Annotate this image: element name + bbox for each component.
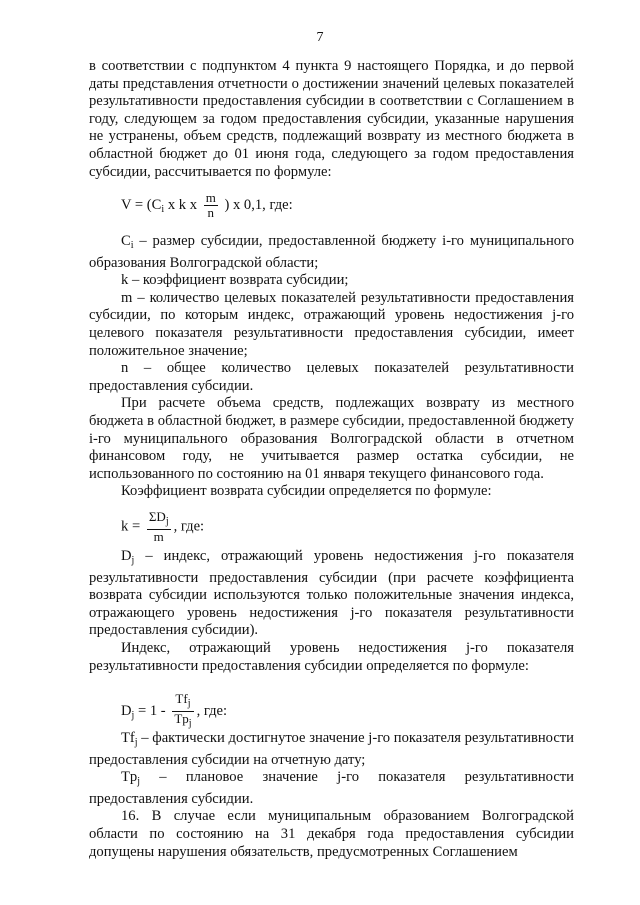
symbol-tf-sub: j bbox=[134, 737, 138, 748]
formula-dj-fraction bbox=[172, 692, 193, 731]
formula-dj bbox=[121, 692, 227, 731]
formula-dj-denominator-sub: j bbox=[188, 718, 192, 729]
paragraph-continuation: в соответствии с подпунктом 4 пункта 9 настоящего Порядка, и до первой даты представления отчетности о достижении значений целевых показателей результативности предоставления субсидии в соответствии с Соглашением в году, следующем за годом предоставления субсидии, указанные нарушения не устранены, объем средств, подлежащий возврату из местного бюджета в областной бюджет до 01 июня года, следующего за годом предоставления субсидии, рассчитывается по формуле: bbox=[89, 58, 574, 180]
formula-k bbox=[121, 510, 204, 544]
formula-k-fraction bbox=[147, 510, 171, 544]
symbol-d-sub: j bbox=[131, 555, 135, 566]
formula-v-prefix-sub: i bbox=[161, 203, 165, 215]
formula-dj-numerator-text: Tf bbox=[175, 691, 188, 706]
paragraph-coefficient-intro: Коэффициент возврата субсидии определяется по формуле: bbox=[121, 483, 492, 500]
text-block-4 bbox=[89, 730, 574, 861]
symbol-c-sub: i bbox=[130, 240, 134, 251]
formula-k-suffix: , где: bbox=[173, 518, 205, 535]
definition-dj-text: – индекс, отражающий уровень недостижения j-го показателя результативности предоставления субсидии (при расчете коэффициента возврата субсидии используются только положительные значения индекса, отражающего уровень недостижения j-го показателя результативности предоставления субсидии). bbox=[89, 548, 574, 639]
symbol-tp-sub: j bbox=[137, 776, 140, 788]
definition-ci-text: – размер субсидии, предоставленной бюджету i-го муниципального образования Волгоградской области; bbox=[89, 233, 574, 271]
formula-v-mid: x k x bbox=[164, 196, 198, 213]
paragraph-remainder: При расчете объема средств, подлежащих возврату из местного бюджета в областной бюджет, в размере субсидии, предоставленной бюджету i-го муниципального образования Волгоградской области в отчетном финансовом году, не учитывается размер остатка субсидии, не использованного по состоянию на 01 января текущего финансового года. bbox=[89, 395, 574, 482]
formula-v-numerator: m bbox=[205, 190, 216, 205]
formula-dj-denominator-text: Tp bbox=[174, 711, 189, 726]
symbol-tf: Tf bbox=[121, 730, 135, 746]
definition-tf-text: – фактически достигнутое значение j-го показателя результативности предоставления субсидии на отчетную дату; bbox=[89, 730, 574, 768]
formula-k-denominator: m bbox=[153, 529, 164, 544]
formula-dj-prefix-sub: j bbox=[131, 709, 135, 721]
definition-m: m – количество целевых показателей результативности предоставления субсидии, по которым индекс, отражающий уровень недостижения j-го целевого показателя результативности предоставления субсидии, имеет положительное значение; bbox=[89, 289, 574, 359]
definition-tp bbox=[89, 769, 574, 808]
formula-dj-numerator bbox=[172, 692, 193, 712]
text-block-1 bbox=[89, 58, 574, 181]
formula-dj-mid: = 1 - bbox=[134, 702, 166, 719]
definition-ci bbox=[89, 233, 574, 272]
symbol-c: C bbox=[121, 233, 131, 249]
formula-v-fraction bbox=[204, 191, 218, 220]
formula-v-suffix: ) x 0,1, где: bbox=[224, 196, 293, 213]
formula-dj-numerator-sub: j bbox=[187, 698, 191, 709]
formula-k-numerator-sub: j bbox=[165, 516, 169, 527]
definition-tf bbox=[89, 730, 574, 769]
formula-k-numerator bbox=[147, 510, 171, 530]
definition-dj bbox=[89, 548, 574, 640]
formula-v-prefix: V = (C bbox=[121, 196, 162, 213]
formula-v-denominator: n bbox=[207, 205, 214, 220]
symbol-tp: Tp bbox=[121, 769, 138, 786]
definition-n: n – общее количество целевых показателей результативности предоставления субсидии. bbox=[89, 360, 574, 394]
formula-k-prefix: k = bbox=[121, 518, 141, 535]
formula-dj-denominator bbox=[172, 712, 193, 731]
text-block-2 bbox=[89, 233, 574, 501]
page-number: 7 bbox=[316, 30, 324, 45]
formula-dj-prefix: D bbox=[121, 702, 132, 719]
definition-k: k – коэффициент возврата субсидии; bbox=[121, 272, 349, 289]
formula-dj-suffix: , где: bbox=[196, 702, 228, 719]
paragraph-item-16: 16. В случае если муниципальным образованием Волгоградской области по состоянию на 31 декабря года предоставления субсидии допущены нарушения обязательств, предусмотренных Соглашением bbox=[89, 808, 574, 860]
text-block-3 bbox=[89, 548, 574, 675]
paragraph-index-intro: Индекс, отражающий уровень недостижения j-го показателя результативности предоставления субсидии определяется по формуле: bbox=[89, 639, 574, 674]
symbol-d: D bbox=[121, 548, 132, 564]
definition-tp-text: – плановое значение j-го показателя результативности предоставления субсидии. bbox=[89, 769, 574, 807]
formula-v bbox=[121, 191, 293, 220]
formula-k-numerator-text: ΣD bbox=[148, 509, 166, 524]
